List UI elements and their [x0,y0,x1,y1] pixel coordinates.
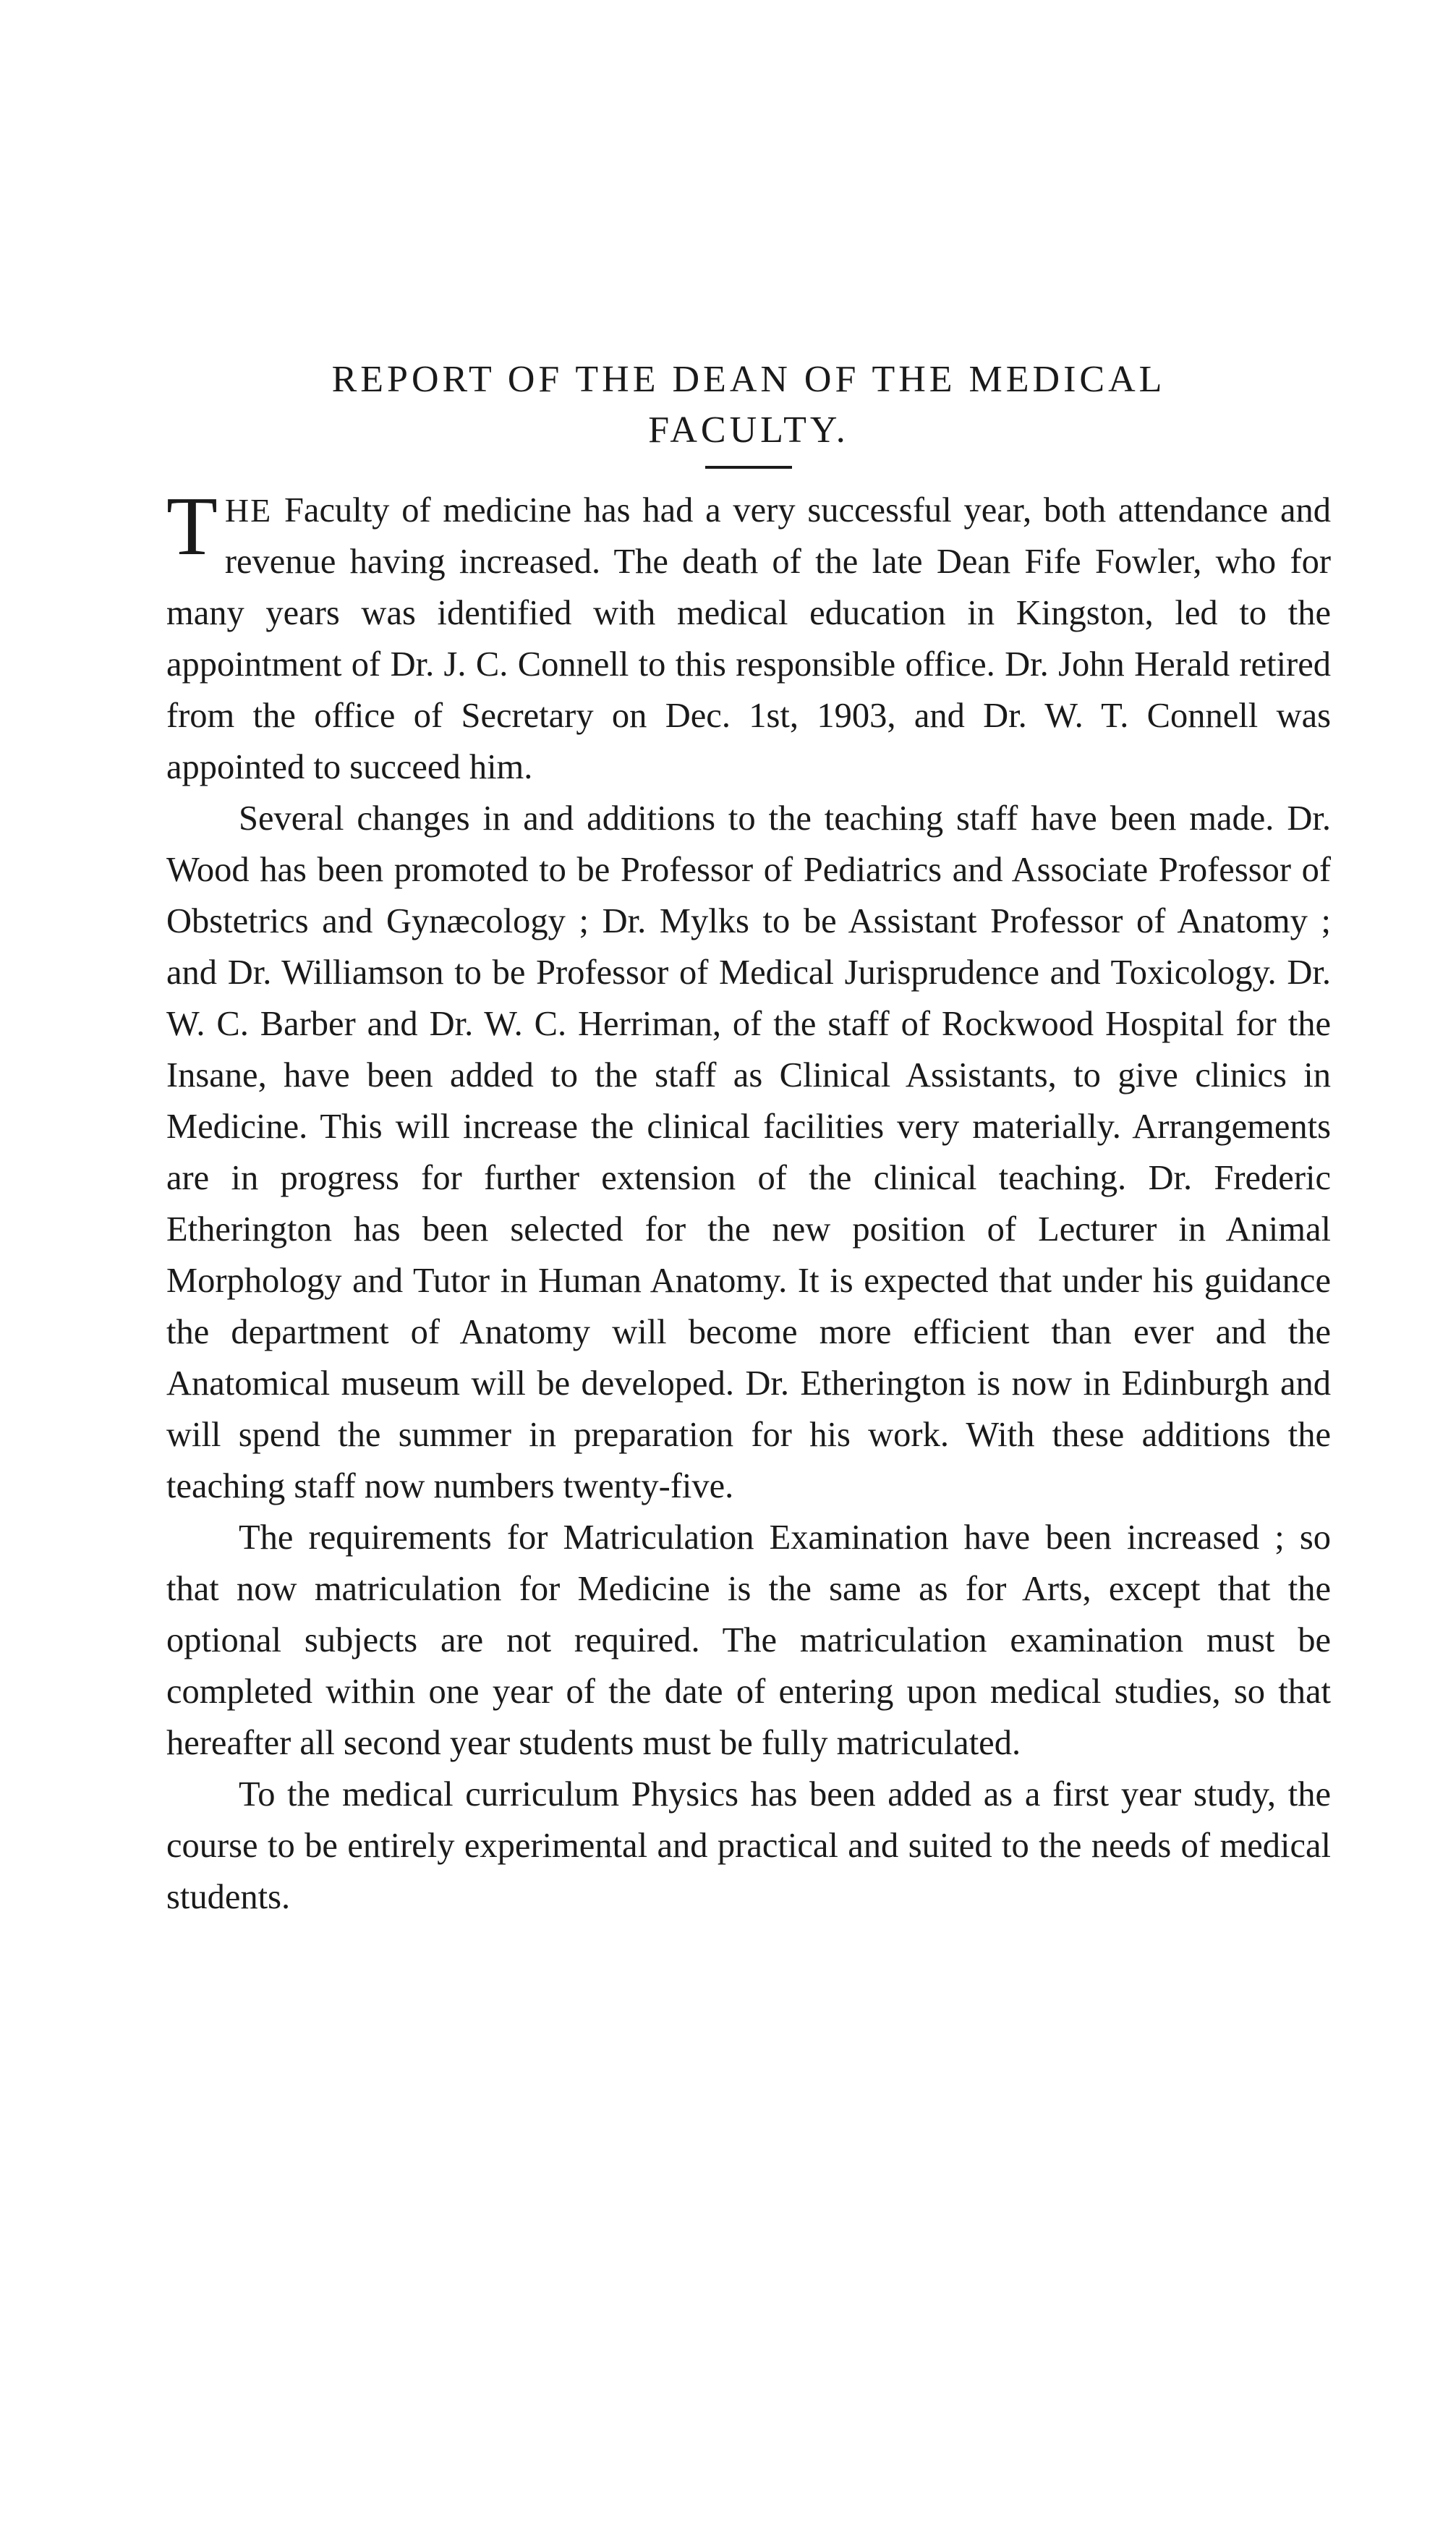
paragraph-3: The requirements for Matriculation Examination have been increased ; so that now matriculation for Medicine is the same as for Arts, except that the optional subjects are not required. The matriculation examination must be completed within one year of the date of entering upon medical studies, so that hereafter all second year students must be fully matriculated. [166,1518,1331,1762]
paragraph-4: To the medical curriculum Physics has been added as a first year study, the course to be entirely experimental and practical and suited to the needs of medical students. [166,1775,1331,1916]
title-line-1: REPORT OF THE DEAN OF THE MEDICAL [331,359,1166,400]
paragraph-1-text: Faculty of medicine has had a very successful year, both attendance and revenue having increased. The death of the late Dean Fife Fowler, who for many years was identified with medical education in Kingston, led to the appointment of Dr. J. C. Connell to this responsible office. Dr. John Herald retired from the office of Secretary on Dec. 1st, 1903, and Dr. W. T. Connell was appointed to succeed him. [166,491,1331,786]
drop-cap: T [166,480,218,573]
title-line-2: FACULTY. [648,409,849,451]
paragraph-2: Several changes in and additions to the teaching staff have been made. Dr. Wood has been promoted to be Professor of Pediatrics and Associate Professor of Obstetrics and Gynæcology ; Dr. Mylks to be Assistant Professor of Anatomy ; and Dr. Williamson to be Professor of Medical Jurisprudence and Toxicology. Dr. W. C. Barber and Dr. W. C. Herriman, of the staff of Rockwood Hospital for the Insane, have been added to the staff as Clinical Assistants, to give clinics in Medicine. This will increase the clinical facilities very materially. Arrangements are in progress for further extension of the clinical teaching. Dr. Frederic Etherington has been selected for the new position of Lecturer in Animal Morphology and Tutor in Human Anatomy. It is expected that under his guidance the department of Anatomy will become more efficient than ever and the Anatomical museum will be developed. Dr. Etherington is now in Edinburgh and will spend the summer in preparation for his work. With these additions the teaching staff now numbers twenty-five. [166,799,1331,1505]
report-body [166,480,1331,1923]
text-column [166,354,1331,1923]
paragraph-1 [166,480,1331,793]
report-title [166,354,1331,456]
opening-caps: HE [224,492,273,529]
title-divider [705,466,792,469]
